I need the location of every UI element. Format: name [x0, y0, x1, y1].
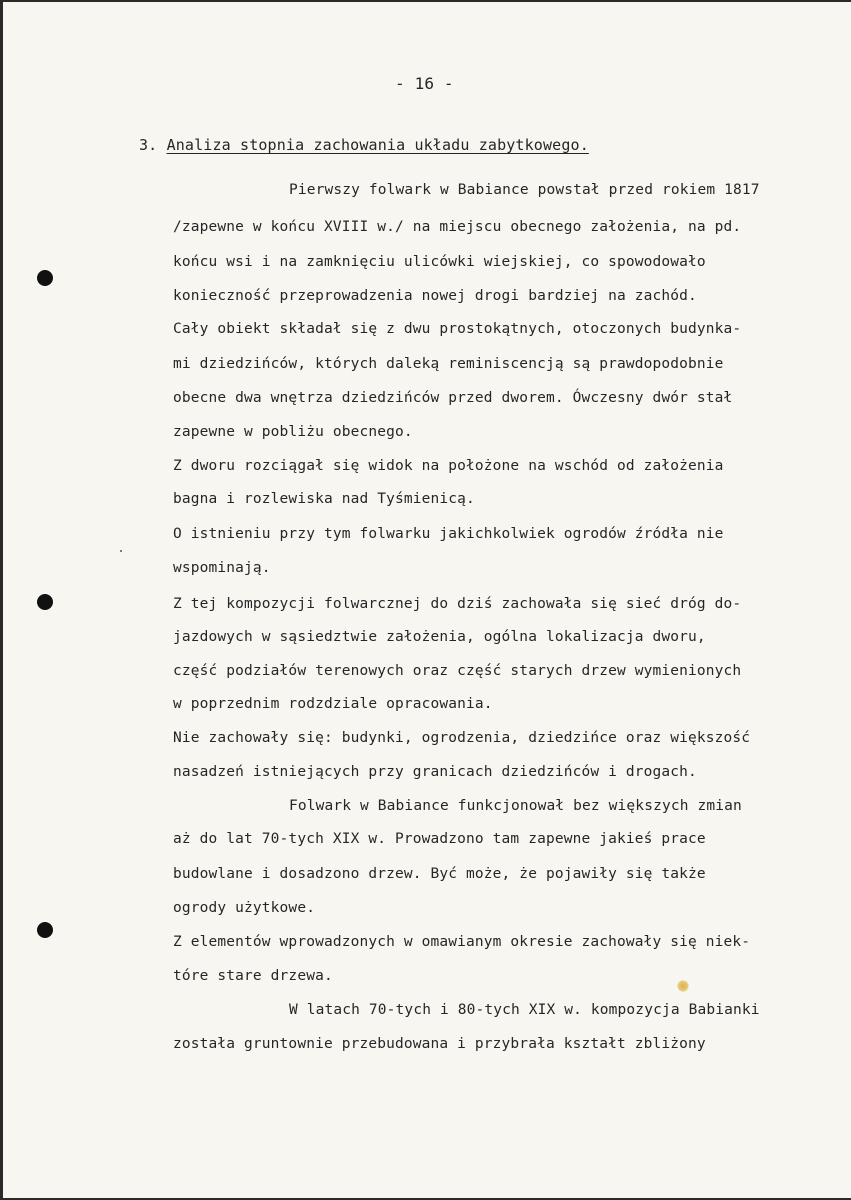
section-title: Analiza stopnia zachowania układu zabytkowego.: [166, 136, 589, 154]
text-line: bagna i rozlewiska nad Tyśmienicą.: [173, 491, 475, 507]
page-number: - 16 -: [395, 74, 454, 93]
text-line: Cały obiekt składał się z dwu prostokątnych, otoczonych budynka-: [173, 321, 742, 337]
text-line: /zapewne w końcu XVIII w./ na miejscu obecnego założenia, na pd.: [173, 219, 742, 235]
text-line: Z elementów wprowadzonych w omawianym okresie zachowały się niek-: [173, 934, 751, 950]
text-line: Z dworu rozciągał się widok na położone na wschód od założenia: [173, 458, 724, 474]
text-line: W latach 70-tych i 80-tych XIX w. kompozycja Babianki: [289, 1002, 760, 1018]
text-line: jazdowych w sąsiedztwie założenia, ogólna lokalizacja dworu,: [173, 629, 706, 645]
text-line: wspominają.: [173, 560, 271, 576]
text-line: obecne dwa wnętrza dziedzińców przed dworem. Ówczesny dwór stał: [173, 390, 733, 406]
paper-speck: [120, 550, 122, 552]
section-number: 3.: [139, 136, 158, 154]
text-line: ogrody użytkowe.: [173, 900, 316, 916]
paper-stain: [677, 980, 689, 992]
text-line: nasadzeń istniejących przy granicach dziedzińców i drogach.: [173, 764, 697, 780]
text-line: część podziałów terenowych oraz część starych drzew wymienionych: [173, 663, 742, 679]
text-line: budowlane i dosadzono drzew. Być może, że pojawiły się także: [173, 866, 706, 882]
section-heading: [139, 136, 589, 154]
text-line: O istnieniu przy tym folwarku jakichkolwiek ogrodów źródła nie: [173, 526, 724, 542]
text-line: Pierwszy folwark w Babiance powstał przed rokiem 1817: [289, 182, 760, 198]
text-line: Z tej kompozycji folwarcznej do dziś zachowała się sieć dróg do-: [173, 596, 742, 612]
binder-hole-1: [37, 270, 53, 286]
text-line: mi dziedzińców, których daleką reminiscencją są prawdopodobnie: [173, 356, 724, 372]
text-line: w poprzednim rodzdziale opracowania.: [173, 696, 493, 712]
text-line: konieczność przeprowadzenia nowej drogi bardziej na zachód.: [173, 288, 697, 304]
text-line: aż do lat 70-tych XIX w. Prowadzono tam zapewne jakieś prace: [173, 831, 706, 847]
binder-hole-3: [37, 922, 53, 938]
text-line: tóre stare drzewa.: [173, 968, 333, 984]
text-line: zapewne w pobliżu obecnego.: [173, 424, 413, 440]
text-line: końcu wsi i na zamknięciu ulicówki wiejskiej, co spowodowało: [173, 254, 706, 270]
binder-hole-2: [37, 594, 53, 610]
text-line: Folwark w Babiance funkcjonował bez większych zmian: [289, 798, 742, 814]
text-line: Nie zachowały się: budynki, ogrodzenia, dziedzińce oraz większość: [173, 730, 751, 746]
text-line: została gruntownie przebudowana i przybrała kształt zbliżony: [173, 1036, 706, 1052]
